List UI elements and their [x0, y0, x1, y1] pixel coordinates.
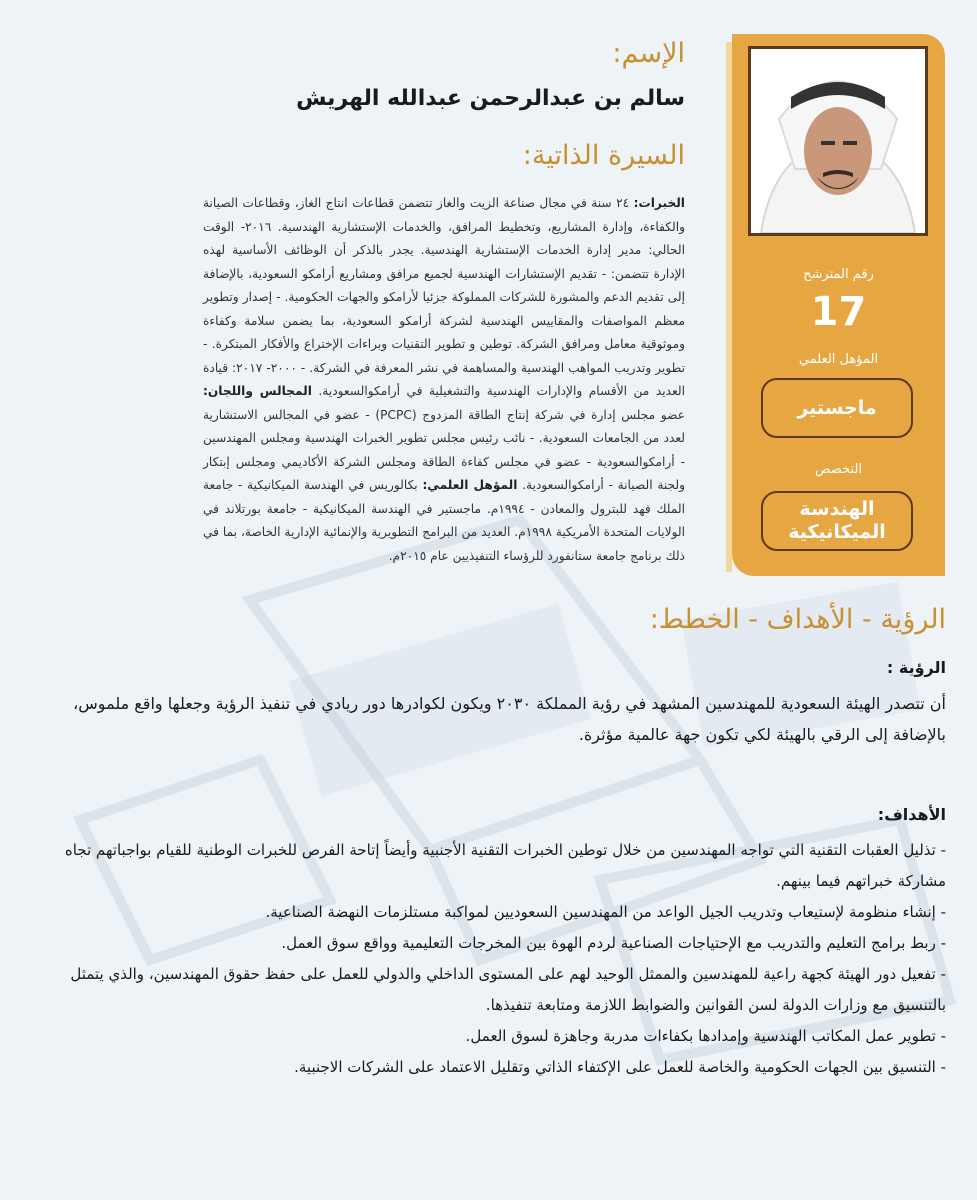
councils-label: المجالس واللجان:: [203, 384, 312, 398]
candidate-number-label: رقم المترشح: [803, 267, 874, 282]
goal-item-5: - تطوير عمل المكاتب الهندسية وإمدادها بكفاءات مدربة وجاهزة لسوق العمل.: [465, 1027, 946, 1045]
name-section: [200, 38, 685, 180]
portrait-icon: [751, 49, 925, 233]
education-label: المؤهل العلمي:: [422, 478, 518, 492]
major-box: الهندسة الميكانيكية: [761, 491, 913, 551]
goals-label: الأهداف:: [877, 805, 946, 824]
goal-item-6: - التنسيق بين الجهات الحكومية والخاصة للعمل على الإكتفاء الذاتي وتقليل الاعتماد على الشركات الاجنبية.: [294, 1058, 946, 1076]
degree-box: ماجستير: [761, 378, 913, 438]
candidate-photo: [748, 46, 928, 236]
candidate-name: سالم بن عبدالرحمن عبدالله الهريش: [296, 86, 685, 111]
name-label: الإسم:: [612, 38, 685, 69]
education-text: بكالوريس في الهندسة الميكانيكية - جامعة الملك فهد للبترول والمعادن - ١٩٩٤م. ماجستير في الهندسة الميكانيكية - جامعة بورتلاند في الولايات المتحدة الأمريكية ١٩٩٨م. العديد من البرامج التطويرية والإنمائية الإدارية الخاصة، بما في ذلك برنامج جامعة ستانفورد للرؤساء التنفيذيين عام ٢٠١٥م.: [203, 478, 685, 563]
plans-title: الرؤية - الأهداف - الخطط:: [649, 604, 946, 635]
degree-label: المؤهل العلمي: [798, 352, 879, 367]
vision-text: أن تتصدر الهيئة السعودية للمهندسين المشهد في رؤية المملكة ٢٠٣٠ ويكون لكوادرها دور ريادي في تنفيذ الرؤية وجعلها واقع ملموس، بالإضافة إلى الرقي بالهيئة لكي تكون جهة عالمية مؤثرة.: [73, 694, 946, 744]
experience-text: ٢٤ سنة في مجال صناعة الزيت والغاز تتضمن قطاعات انتاج الغاز، وقطاعات الصيانة والكفاءة، وإدارة المشاريع، وتخطيط المرافق، والخدمات الإستشارية الهندسية. ٢٠١٦- الوقت الحالي: مدير إدارة الخدمات الإستشارية الهندسية. يجدر بالذكر أن الوظائف الأساسية لهذه الإدارة تتضمن: - تقديم الإستشارات الهندسية لجميع مرافق ومشاريع أرامكو السعودية، بالإضافة إلى تقديم الدعم والمشورة للشركات المملوكة جزئيا لأرامكو والجهات الحكومية. - إصدار وتطوير معظم المواصفات والمقاييس الهندسية لشركة أرامكو السعودية، بما يضمن سلامة وكفاءة وموثوقية معامل ومرافق الشركة. توطين و تطوير التقنيات وبراءات الإختراع والأفكار المبتكرة. - تطوير وتدريب المواهب الهندسية والمساهمة في نشر المعرفة في الشركة. - ٢٠٠٠- ٢٠١٧: قيادة العديد من الأقسام والإدارات الهندسية والتشغيلية في أرامكوالسعودية.: [203, 196, 685, 398]
goal-item-2: - إنشاء منظومة لإستيعاب وتدريب الجيل الواعد من المهندسين السعوديين لمواكبة مستلزمات النهضة الصناعية.: [265, 903, 946, 921]
candidate-number: 17: [810, 289, 867, 335]
candidate-card: [732, 34, 945, 576]
experience-label: الخبرات:: [633, 196, 685, 210]
major-label: التخصص: [814, 462, 863, 477]
bio-text: [203, 192, 685, 568]
vision-label: الرؤية :: [886, 658, 946, 677]
councils-text: عضو مجلس إدارة في شركة إنتاج الطاقة المزدوج (PCPC) - عضو في المجالس الاستشارية لعدد من الجامعات السعودية. - نائب رئيس مجلس تطوير الخبرات الهندسية ومجلس المهندسين - أرامكوالسعودية - عضو في مجلس كفاءة الطاقة ومجلس الشركة الأكاديمي ومجلس إبتكار ولجنة الصيانة - أرامكوالسعودية.: [203, 407, 685, 492]
goal-item-1: - تذليل العقبات التقنية التي تواجه المهندسين من خلال توطين الخبرات التقنية الأجنبية وأيضاً إتاحة الفرص للخبرات الوطنية للقيام بواجباتهم تجاه مشاركة خبراتهم فيما بينهم.: [64, 841, 946, 890]
plans-section: [18, 604, 946, 1083]
goal-item-4: - تفعيل دور الهيئة كجهة راعية للمهندسين والممثل الوحيد لهم على المستوى الداخلي والدولي للعمل على حفظ حقوق المهندسين، والذي يتمثل بالتنسيق مع وزارات الدولة لسن القوانين والضوابط اللازمة ومتابعة تنفيذها.: [70, 965, 946, 1014]
goal-item-3: - ربط برامج التعليم والتدريب مع الإحتياجات الصناعية لردم الهوة بين المخرجات التعليمية وواقع سوق العمل.: [281, 934, 946, 952]
bio-label: السيرة الذاتية:: [522, 140, 685, 171]
